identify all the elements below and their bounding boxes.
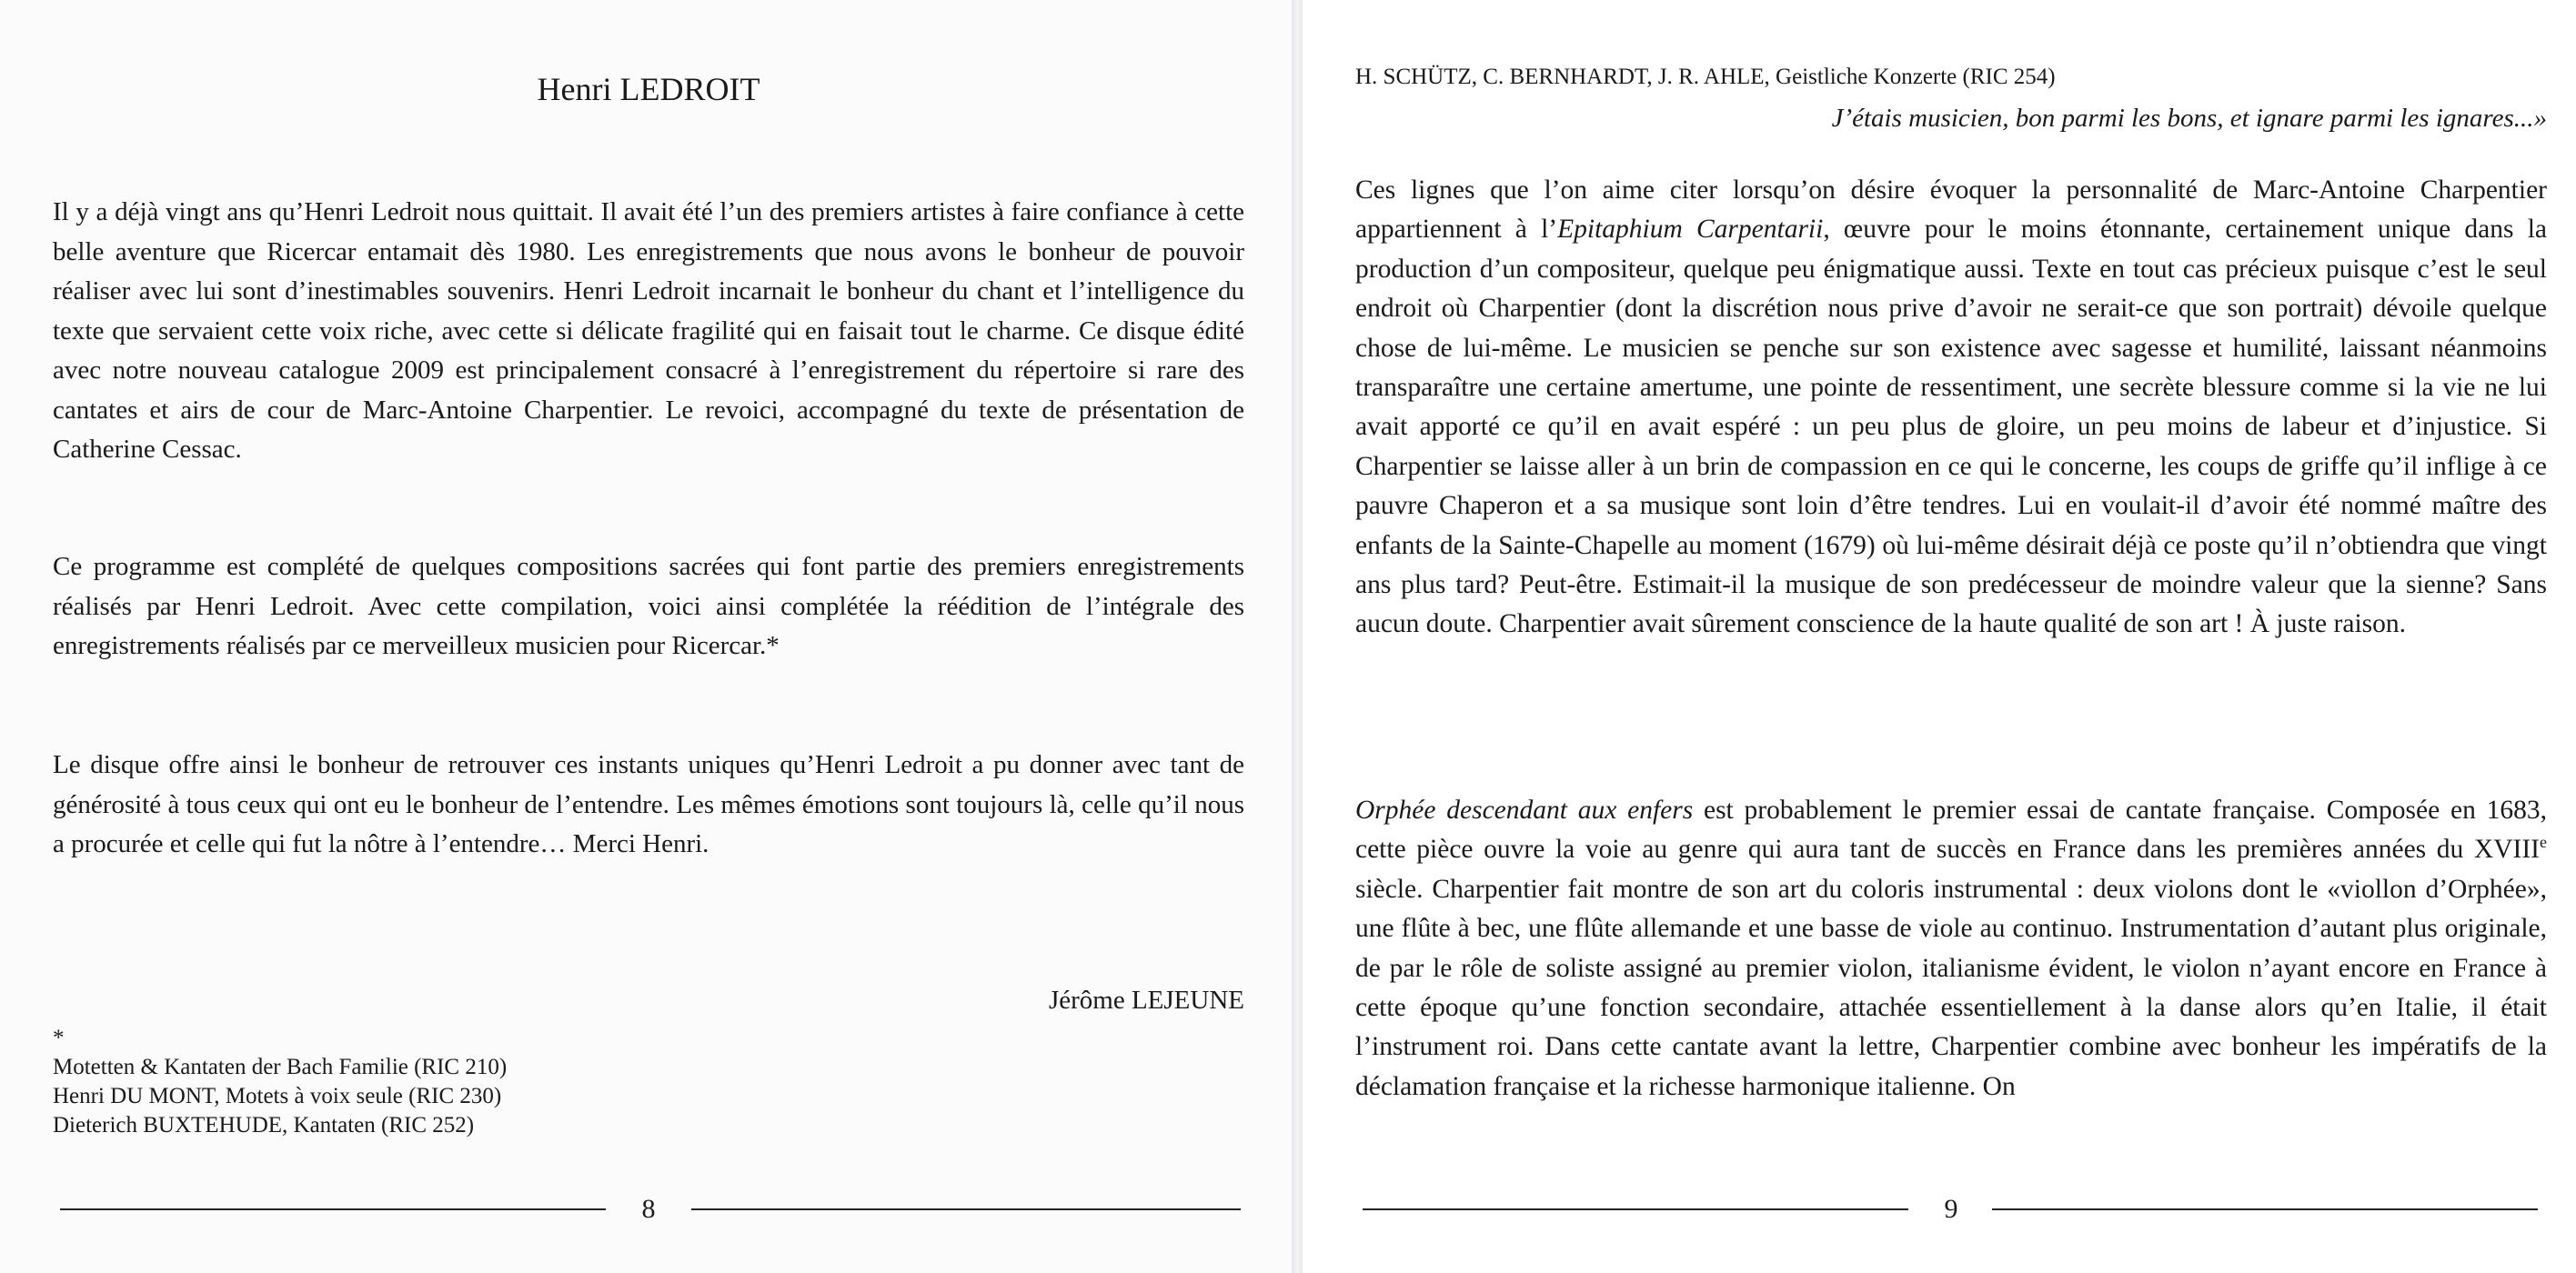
page-number: 9 <box>1944 1194 1958 1224</box>
footnote-item: Dieterich BUXTEHUDE, Kantaten (RIC 252) <box>53 1113 475 1138</box>
paragraph-text: siècle. Charpentier fait montre de son art du coloris instrumental : deux violons dont le «viollon d’Orphée», une flûte à bec, une flûte allemande et une basse de viole au continuo. Instrumentation d’autant plus originale, de par le rôle de soliste assigné au premier violon, italianisme évident, le violon n’ayant encore en France à cette époque qu’une fonction secondaire, attachée essentiellement à la danse alors qu’en Italie, il était l’instrument roi. Dans cette cantate avant la lettre, Charpentier combine avec bonheur les impératifs de la déclamation française et la richesse harmonique italienne. On <box>1355 874 2547 1101</box>
superscript: e <box>2540 833 2547 852</box>
signature: Jérôme LEJEUNE <box>1048 986 1244 1015</box>
right-paragraph-2 <box>1355 791 2547 1107</box>
footer-rule-right <box>691 1208 1241 1210</box>
paragraph-text: Ces lignes que l’on aime citer lorsqu’on désire évoquer la personnalité de Marc-Antoine Charpentier appartiennent à l’ <box>1355 175 2547 245</box>
left-paragraph-2: Ce programme est complété de quelques compositions sacrées qui font partie des premiers enregistrements réalisés par Henri Ledroit. Avec cette compilation, voici ainsi complétée la réédition de l’intégrale des enregistrements réalisés par ce merveilleux musicien pour Ricercar.* <box>53 552 1244 660</box>
reference-line: H. SCHÜTZ, C. BERNHARDT, J. R. AHLE, Geistliche Konzerte (RIC 254) <box>1355 65 2056 89</box>
paragraph-text: , œuvre pour le moins étonnante, certainement unique dans la production d’un compositeur, quelque peu énigmatique aussi. Texte en tout cas précieux puisque c’est le seul endroit où Charpentier (dont la discrétion nous prive d’avoir ne serait-ce que son portrait) dévoile quelque chose de lui-même. Le musicien se penche sur son existence avec sagesse et humilité, laissant néanmoins transparaître une certaine amertume, une pointe de ressentiment, une secrète blessure comme si la vie ne lui avait apporté ce qu’il en avait espéré : un peu plus de gloire, un peu moins de labeur et d’injustice. Si Charpentier se laisse aller à un brin de compassion en ce qui le concerne, les coups de griffe qu’il inflige à ce pauvre Chaperon et a sa musique sont loin d’être tendres. Lui en voulait-il d’avoir été nommé maître des enfants de la Sainte-Chapelle au moment (1679) où lui-même désirait déjà ce poste qu’il n’obtiendra que vingt ans plus tard? Peut-être. Estimait-il la musique de son predécesseur de moindre valeur que la sienne? Sans aucun doute. Charpentier avait sûrement conscience de la haute qualité de son art ! À juste raison. <box>1355 215 2547 639</box>
page-number: 8 <box>641 1194 656 1224</box>
right-page-footer <box>1303 1191 2576 1228</box>
footnote-item: Henri DU MONT, Motets à voix seule (RIC 230) <box>53 1084 502 1108</box>
page-title: Henri LEDROIT <box>537 71 760 107</box>
right-page <box>1303 0 2576 1273</box>
footnote-mark: * <box>53 1026 65 1050</box>
footnotes <box>53 1024 507 1140</box>
left-paragraph-1: Il y a déjà vingt ans qu’Henri Ledroit nous quittait. Il avait été l’un des premiers artistes à faire confiance à cette belle aventure que Ricercar entamait dès 1980. Les enregistrements que nous avons le bonheur de pouvoir réaliser avec lui sont d’inestimables souvenirs. Henri Ledroit incarnait le bonheur du chant et l’intelligence du texte que servaient cette voix riche, avec cette si délicate fragilité qui en faisait tout le charme. Ce disque édité avec notre nouveau catalogue 2009 est principalement consacré à l’enregistrement du répertoire si rare des cantates et airs de cour de Marc-Antoine Charpentier. Le revoici, accompagné du texte de présentation de Catherine Cessac. <box>53 197 1244 464</box>
work-title: Orphée descendant aux enfers <box>1355 796 1694 825</box>
right-paragraph-1 <box>1355 171 2547 645</box>
footer-rule-left <box>60 1208 606 1210</box>
footer-rule-left <box>1363 1208 1908 1210</box>
left-page-footer <box>0 1191 1292 1228</box>
left-paragraph-3: Le disque offre ainsi le bonheur de retrouver ces instants uniques qu’Henri Ledroit a pu donner avec tant de générosité à tous ceux qui ont eu le bonheur de l’entendre. Les mêmes émotions sont toujours là, celle qu’il nous a procurée et celle qui fut la nôtre à l’entendre… Merci Henri. <box>53 750 1244 858</box>
quote-line: J’étais musicien, bon parmi les bons, et ignare parmi les ignares...» <box>1831 104 2547 133</box>
work-title: Epitaphium Carpentarii <box>1557 215 1824 245</box>
footnote-item: Motetten & Kantaten der Bach Familie (RIC 210) <box>53 1055 508 1079</box>
footer-rule-right <box>1992 1208 2538 1210</box>
paragraph-text: est probablement le premier essai de cantate française. Composée en 1683, cette pièce ouvre la voie au genre qui aura tant de succès en France dans les premières années du XVIII <box>1355 796 2547 865</box>
book-gutter <box>1292 0 1303 1273</box>
